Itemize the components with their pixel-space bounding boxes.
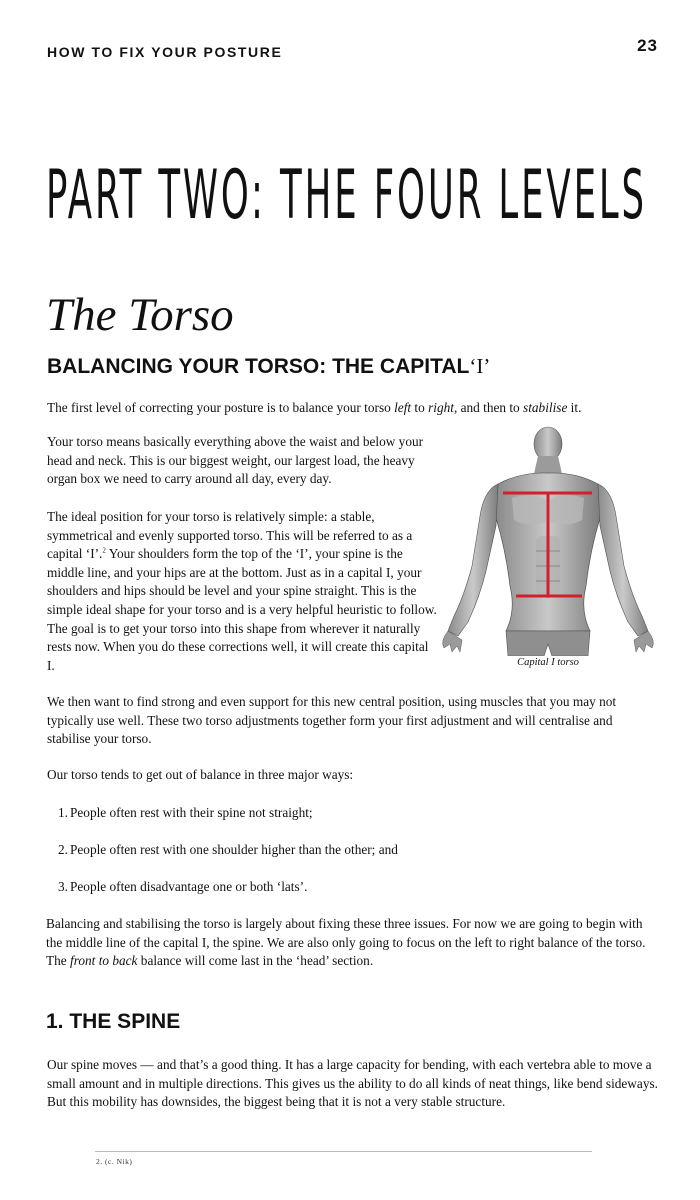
intro-text-1: The first level of correcting your posture is to balance your torso: [47, 400, 395, 415]
list-item-number: 2.: [58, 842, 68, 857]
intro-em-right: right: [428, 400, 454, 415]
balance-em: front to back: [70, 953, 138, 969]
subheading-suffix: ‘I’: [469, 354, 491, 378]
list-item: [58, 878, 307, 896]
list-item-text: People often rest with their spine not straight;: [70, 805, 313, 820]
balance-paragraph: [46, 915, 658, 971]
part-title: PART TWO: THE FOUR LEVELS: [46, 156, 647, 235]
torso-paragraph: Your torso means basically everything above the waist and below your head and neck. This is our biggest weight, our largest load, the heavy organ box we need to carry around all day, every day.: [47, 434, 424, 487]
anatomy-torso-illustration: [440, 426, 656, 656]
figure-caption: Capital I torso: [517, 657, 579, 668]
page-number: 23: [637, 36, 658, 55]
section-title: The Torso: [46, 289, 234, 341]
ideal-text-after: Your shoulders form the top of the ‘I’, your spine is the middle line, and your hips are at the bottom. Just as in a capital I, your shoulders and hips should be level and your spine straight. This is the simple ideal shape for your torso and is a very helpful heuristic to follow. The goal is to get your torso into this shape from wherever it naturally rests now. When you do these corrections well, it will create this capital I.: [47, 546, 437, 673]
subheading-main: BALANCING YOUR TORSO: THE CAPITAL: [47, 355, 470, 378]
list-item-text: People often disadvantage one or both ‘lats’.: [70, 879, 308, 894]
ideal-text-before: The ideal position for your torso is relatively simple: a stable, symmetrical and evenly supported torso. This will be referred to as a capital ‘I’.: [47, 509, 413, 562]
ideal-paragraph: [47, 508, 439, 675]
list-item: [58, 804, 313, 822]
balance-text-after: balance will come last in the ‘head’ section.: [137, 953, 374, 969]
footnote-reference[interactable]: 2: [102, 546, 106, 555]
intro-text-3: , and then to: [453, 400, 524, 415]
intro-paragraph: [47, 399, 657, 418]
support-paragraph: We then want to find strong and even support for this new central position, using muscles that you may not typically use well. These two torso adjustments together form your first adjustment and will centralise and stabilise your torso.: [47, 694, 617, 747]
footnote: 2. (c. Nik): [96, 1157, 133, 1166]
spine-paragraph: Our spine moves — and that’s a good thing. It has a large capacity for bending, with each vertebra able to move a small amount and in multiple directions. This gives us the ability to do all kinds of neat things, like bend sideways. But this mobility has downsides, the biggest being that it is not a very stable structure.: [47, 1057, 658, 1110]
footnote-divider: [95, 1151, 592, 1152]
spine-heading: 1. THE SPINE: [46, 1010, 181, 1033]
list-item: [58, 841, 398, 859]
intro-text-2: to: [411, 400, 429, 415]
list-item-number: 3.: [58, 879, 68, 894]
ways-paragraph: Our torso tends to get out of balance in three major ways:: [47, 767, 354, 782]
intro-em-stabilise: stabilise: [523, 400, 568, 415]
torso-figure: [440, 426, 656, 656]
subheading: [47, 354, 490, 379]
intro-em-left: left: [394, 400, 412, 415]
balance-text-before: Balancing and stabilising the torso is largely about fixing these three issues. For now we are going to begin with the middle line of the capital I, the spine. We are also only going to focus on the left to right balance of the torso. The: [46, 916, 646, 969]
list-item-text: People often rest with one shoulder higher than the other; and: [70, 842, 398, 857]
running-header: HOW TO FIX YOUR POSTURE: [47, 44, 283, 60]
intro-text-4: it.: [567, 400, 582, 415]
list-item-number: 1.: [58, 805, 68, 820]
